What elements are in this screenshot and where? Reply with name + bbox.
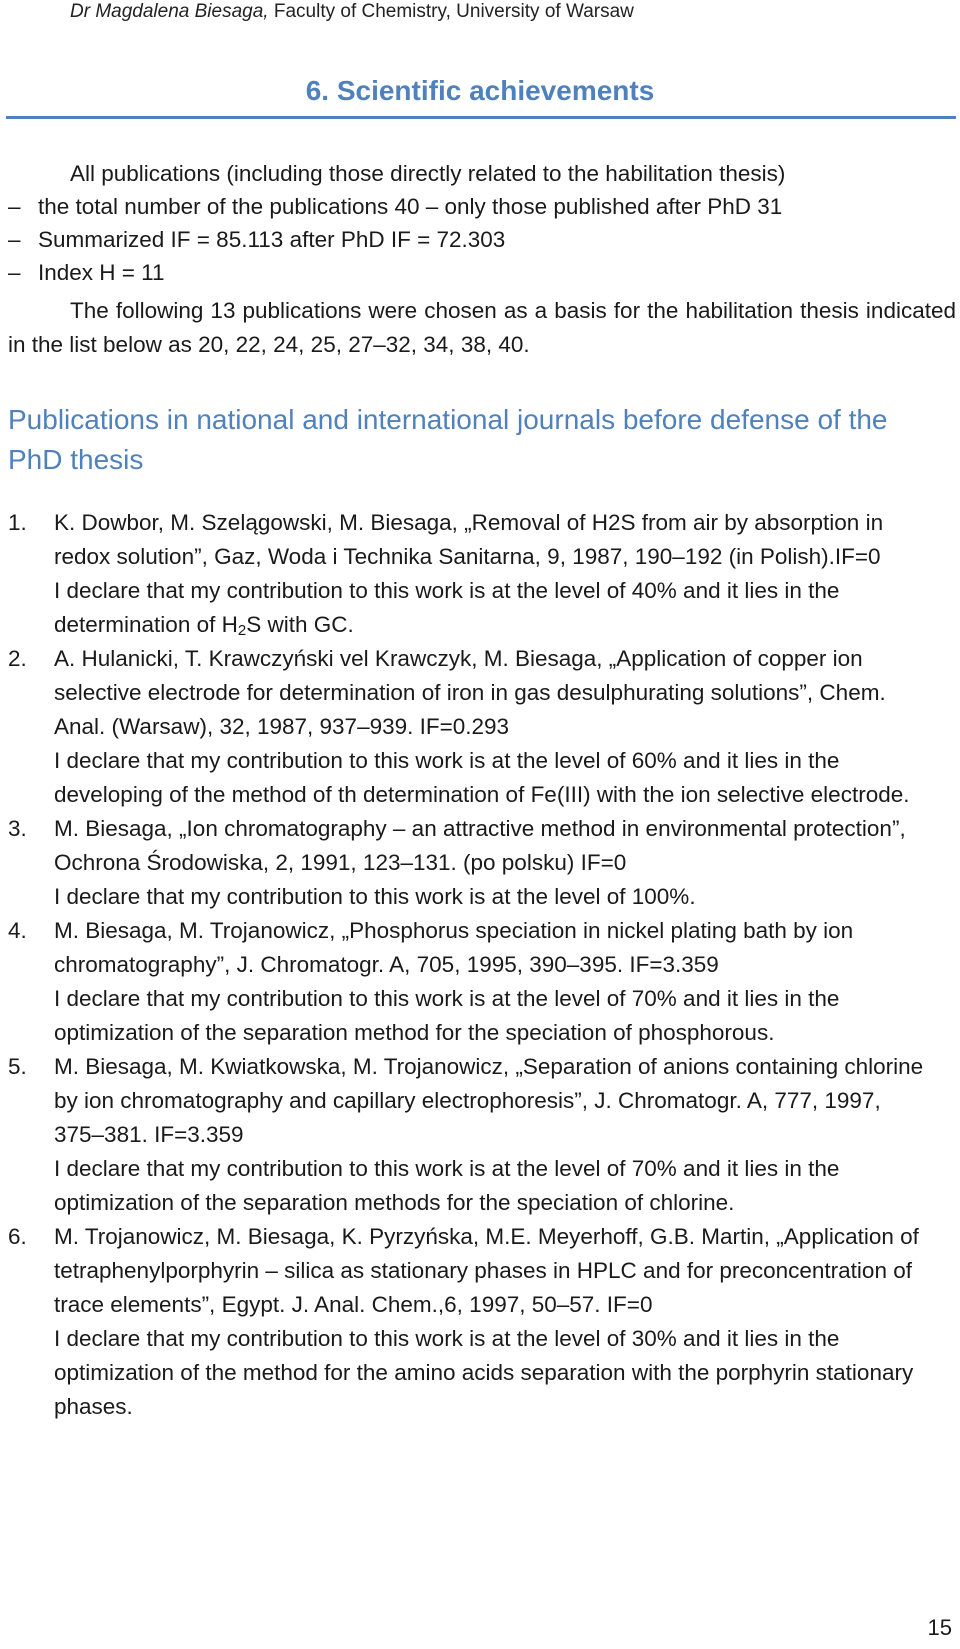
header-author: Dr Magdalena Biesaga, [70, 1, 269, 22]
publication-item [0, 1220, 934, 1424]
intro-line: All publications (including those directly related to the habilitation thesis) [70, 161, 786, 186]
contribution-declaration: I declare that my contribution to this work is at the level of 70% and it lies in the optimization of the separation methods for the speciation of chlorine. [54, 1156, 840, 1215]
header-affiliation: Faculty of Chemistry, University of Warsaw [268, 1, 634, 22]
publication-number: 5. [8, 1054, 27, 1079]
bullet-text: the total number of the publications 40 – only those published after PhD 31 [38, 194, 783, 219]
section-title: 6. Scientific achievements [305, 75, 655, 106]
publication-list [0, 506, 960, 1424]
contribution-declaration: I declare that my contribution to this work is at the level of 30% and it lies in the optimization of the method for the amino acids separation with the porphyrin stationary phases. [54, 1326, 914, 1419]
publication-citation: M. Trojanowicz, M. Biesaga, K. Pyrzyńska, M.E. Meyerhoff, G.B. Martin, „Application of tetraphenylporphyrin – silica as stationary phases in HPLC and for preconcentration of trace elements”, Egypt. J. Anal. Chem.,6, 1997, 50–57. IF=0 [54, 1224, 919, 1317]
intro-bullet [8, 190, 782, 224]
publication-citation: K. Dowbor, M. Szelągowski, M. Biesaga, „Removal of H2S from air by absorption in redox solution”, Gaz, Woda i Technika Sanitarna, 9, 1987, 190–192 (in Polish).IF=0 [54, 510, 884, 569]
publication-number: 3. [8, 816, 27, 841]
bullet-dash: – [8, 260, 21, 285]
bullet-dash: – [8, 227, 21, 252]
intro-bullet [8, 223, 505, 257]
contribution-declaration: I declare that my contribution to this work is at the level of 100%. [54, 884, 696, 909]
declaration-text: I declare that my contribution to this work is at the level of 40% and it lies in the determination of H [54, 578, 840, 637]
publication-item [0, 914, 934, 1050]
intro-paragraph: The following 13 publications were chosen as a basis for the habilitation thesis indicated in the list below as 20, 22, 24, 25, 27–32, 34, 38, 40. [8, 298, 956, 357]
publication-citation: M. Biesaga, „Ion chromatography – an attractive method in environmental protection”, Ochrona Środowiska, 2, 1991, 123–131. (po polsku) IF=0 [54, 816, 906, 875]
publication-number: 1. [8, 510, 27, 535]
publication-citation: A. Hulanicki, T. Krawczyński vel Krawczyk, M. Biesaga, „Application of copper ion selective electrode for determination of iron in gas desulphurating solutions”, Chem. Anal. (Warsaw), 32, 1987, 937–939. IF=0.293 [54, 646, 886, 739]
intro-bullet [8, 256, 165, 290]
publication-number: 2. [8, 646, 27, 671]
bullet-text: Index H = 11 [38, 260, 165, 285]
publication-citation: M. Biesaga, M. Trojanowicz, „Phosphorus speciation in nickel plating bath by ion chromatography”, J. Chromatogr. A, 705, 1995, 390–395. IF=3.359 [54, 918, 854, 977]
publication-item [0, 642, 934, 812]
publication-item [0, 812, 934, 914]
subscript: 2 [237, 622, 247, 639]
contribution-declaration: I declare that my contribution to this work is at the level of 60% and it lies in the developing of the method of th determination of Fe(III) with the ion selective electrode. [54, 748, 910, 807]
declaration-text: S with GC. [246, 612, 354, 637]
contribution-declaration [54, 574, 934, 642]
running-header [70, 0, 634, 24]
subsection-title: Publications in national and international journals before defense of the PhD thesis [8, 404, 888, 475]
publication-number: 4. [8, 918, 27, 943]
publication-item [0, 506, 934, 642]
bullet-text: Summarized IF = 85.113 after PhD IF = 72.303 [38, 227, 506, 252]
publication-citation: M. Biesaga, M. Kwiatkowska, M. Trojanowicz, „Separation of anions containing chlorine by ion chromatography and capillary electrophoresis”, J. Chromatogr. A, 777, 1997, 375–381. IF=3.359 [54, 1054, 924, 1147]
publication-number: 6. [8, 1224, 27, 1249]
section-divider [6, 116, 956, 119]
contribution-declaration: I declare that my contribution to this work is at the level of 70% and it lies in the optimization of the separation method for the speciation of phosphorous. [54, 986, 840, 1045]
bullet-dash: – [8, 194, 21, 219]
publication-item [0, 1050, 934, 1220]
page-number: 15 [927, 1615, 952, 1640]
